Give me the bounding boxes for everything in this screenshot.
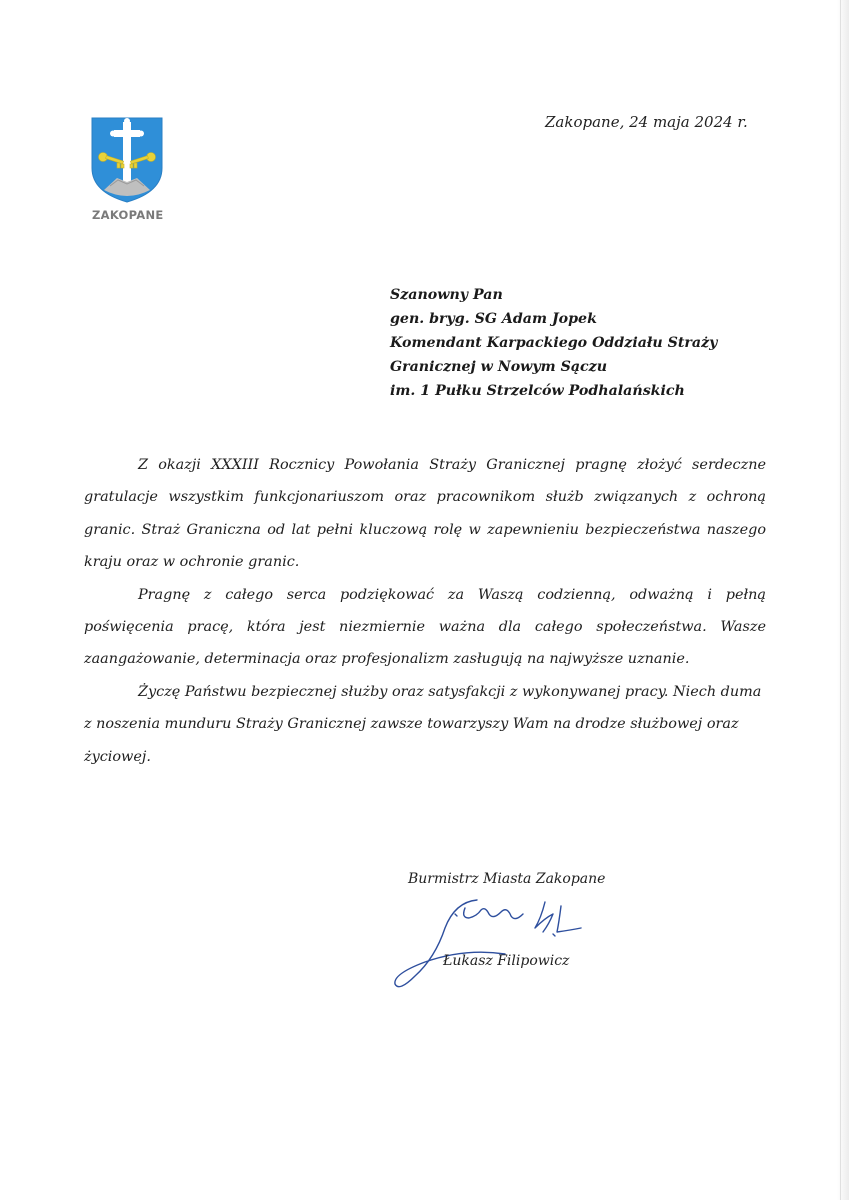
addressee-line: gen. bryg. SG Adam Jopek [390, 311, 597, 327]
signature-name: Łukasz Filipowicz [443, 953, 570, 969]
addressee-line: im. 1 Pułku Strzelców Podhalańskich [390, 383, 685, 399]
coat-of-arms [84, 116, 174, 204]
letter-body [84, 449, 766, 773]
addressee-block [390, 283, 717, 403]
body-paragraph: Życzę Państwu bezpiecznej służby oraz satysfakcji z wykonywanej pracy. Niech duma z noszenia munduru Straży Granicznej zawsze towarzyszy Wam na drodze służbowej oraz życiowej. [84, 683, 762, 765]
signature-title: Burmistrz Miasta Zakopane [408, 871, 606, 887]
addressee-line: Granicznej w Nowym Sączu [390, 359, 608, 375]
handwritten-signature [385, 888, 595, 998]
body-paragraph: Pragnę z całego serca podziękować za Waszą codzienną, odważną i pełną poświęcenia pracę, która jest niezmiernie ważna dla całego społeczeństwa. Wasze zaangażowanie, determinacja oraz profesjonalizm zasługują na najwyższe uznanie. [84, 586, 766, 668]
place-date: Zakopane, 24 maja 2024 r. [545, 113, 748, 131]
addressee-line: Komendant Karpackiego Oddziału Straży [390, 335, 718, 351]
coat-of-arms-icon [90, 116, 164, 204]
page-edge [837, 0, 849, 1200]
addressee-line: Szanowny Pan [390, 287, 503, 303]
coat-of-arms-label: ZAKOPANE [92, 208, 164, 222]
body-paragraph: Z okazji XXXIII Rocznicy Powołania Straży Granicznej pragnę złożyć serdeczne gratulacje wszystkim funkcjonariuszom oraz pracownikom służb związanych z ochroną granic. Straż Graniczna od lat pełni kluczową rolę w zapewnieniu bezpieczeństwa naszego kraju oraz w ochronie granic. [84, 457, 766, 571]
